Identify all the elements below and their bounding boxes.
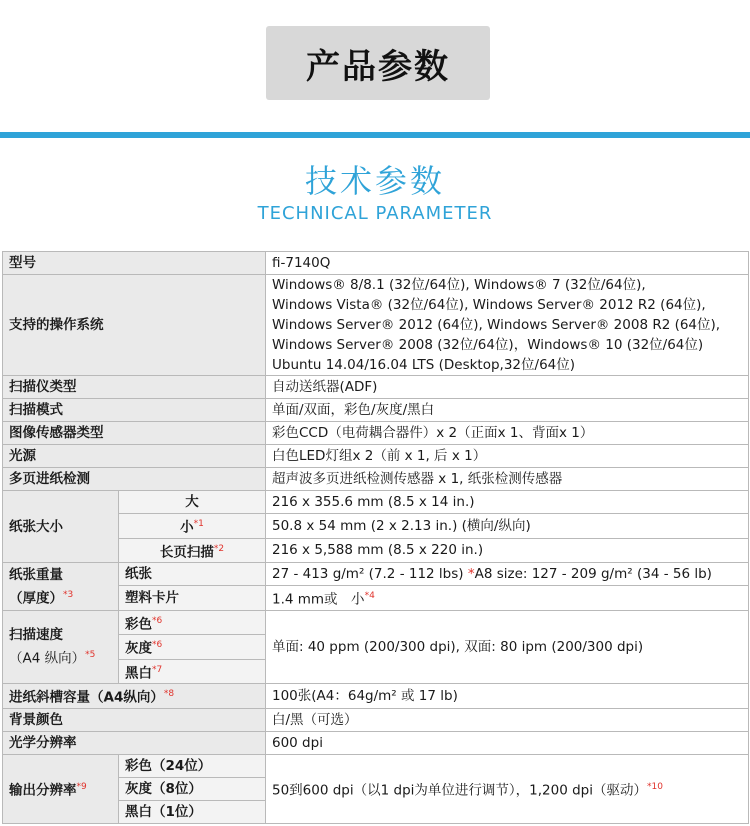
row-label-background: 背景颜色 <box>3 708 266 731</box>
table-row <box>3 445 749 468</box>
os-line: Windows® 8/8.1 (32位/64位), Windows® 7 (32位/64位), <box>272 277 646 293</box>
footnote-mark: *2 <box>213 543 225 554</box>
row-label-light: 光源 <box>3 445 266 468</box>
sub-label: 黑白（1位） <box>119 800 266 823</box>
table-row <box>3 708 749 731</box>
footnote-mark: *4 <box>364 591 375 601</box>
sub-label: 大 <box>119 491 266 514</box>
title-chinese: 技术参数 <box>304 162 445 200</box>
footnote-mark: *3 <box>63 589 74 600</box>
os-line: Windows Vista® (32位/64位), Windows Server® 2012 R2 (64位), <box>272 297 706 313</box>
sub-label: 纸张 <box>119 563 266 586</box>
table-row <box>3 731 749 754</box>
row-label-scanner-type: 扫描仪类型 <box>3 376 266 399</box>
title-english: TECHNICAL PARAMETER <box>257 203 493 224</box>
os-line: Windows Server® 2008 (32位/64位)，Windows® 10 (32位/64位) <box>272 337 704 353</box>
table-row <box>3 252 749 275</box>
row-value-light: 白色LED灯组x 2（前 x 1, 后 x 1） <box>266 445 749 468</box>
row-label-output-res: 输出分辨率$^{*9}$ <box>3 754 119 823</box>
row-value-sensor: 彩色CCD（电荷耦合器件）x 2（正面x 1、背面x 1） <box>266 422 749 445</box>
table-row <box>3 376 749 399</box>
row-label-paper-weight: 纸张重量 （厚度）$^{*3}$ <box>3 563 119 611</box>
table-row <box>3 399 749 422</box>
row-value-multifeed: 超声波多页进纸检测传感器 x 1, 纸张检测传感器 <box>266 468 749 491</box>
row-value: 216 x 5,588 mm (8.5 x 220 in.) <box>266 538 749 563</box>
row-value-capacity: 100张(A4：64g/m² 或 17 lb) <box>266 684 749 709</box>
spec-table <box>2 251 749 824</box>
table-row <box>3 563 749 586</box>
row-value: 216 x 355.6 mm (8.5 x 14 in.) <box>266 491 749 514</box>
table-row <box>3 422 749 445</box>
sub-label: 长页扫描$^{*2}$ <box>119 538 266 563</box>
os-line: Ubuntu 14.04/16.04 LTS (Desktop,32位/64位) <box>272 357 576 373</box>
footnote-mark: *6 <box>152 640 163 650</box>
table-row <box>3 468 749 491</box>
table-row <box>3 754 749 777</box>
footnote-mark: *10 <box>646 781 663 792</box>
sub-label: 小$^{*1}$ <box>119 514 266 539</box>
row-value: 27 - 413 g/m² (7.2 - 112 lbs) *A8 size: 127 - 209 g/m² (34 - 56 lb) <box>266 563 749 586</box>
footnote-mark: *5 <box>85 650 96 660</box>
footnote-mark: *6 <box>152 615 163 626</box>
row-value-scan-speed: 单面: 40 ppm (200/300 dpi), 双面: 80 ipm (200/300 dpi) <box>266 610 749 684</box>
table-row <box>3 491 749 514</box>
row-value-background: 白/黑（可选） <box>266 708 749 731</box>
row-label-model: 型号 <box>3 252 266 275</box>
row-label-sensor: 图像传感器类型 <box>3 422 266 445</box>
table-row <box>3 610 749 635</box>
row-value-output-res: 50到600 dpi（以1 dpi为单位进行调节），1,200 dpi（驱动）$^{*10}$ <box>266 754 749 823</box>
sub-label: 黑白$^{*7}$ <box>119 659 266 684</box>
row-value-scan-mode: 单面/双面，彩色/灰度/黑白 <box>266 399 749 422</box>
row-value-os <box>266 275 749 376</box>
row-value: 1.4 mm或 小$^{*4}$ <box>266 586 749 611</box>
row-value-optical: 600 dpi <box>266 731 749 754</box>
row-label-os: 支持的操作系统 <box>3 275 266 376</box>
table-row <box>3 275 749 376</box>
sub-label: 灰度$^{*6}$ <box>119 635 266 660</box>
sub-label: 彩色$^{*6}$ <box>119 610 266 635</box>
section-banner: 产品参数 <box>266 26 490 100</box>
row-label-paper-size: 纸张大小 <box>3 491 119 563</box>
row-label-multifeed: 多页进纸检测 <box>3 468 266 491</box>
footnote-mark: *9 <box>76 781 87 792</box>
row-label-capacity: 进纸斜槽容量（A4纵向）$^{*8}$ <box>3 684 266 709</box>
footnote-mark: *1 <box>193 519 204 529</box>
row-label-scan-mode: 扫描模式 <box>3 399 266 422</box>
footnote-mark: *7 <box>152 664 163 675</box>
row-label-optical: 光学分辨率 <box>3 731 266 754</box>
row-value-scanner-type: 自动送纸器(ADF) <box>266 376 749 399</box>
sub-label: 塑料卡片 <box>119 586 266 611</box>
row-value: 50.8 x 54 mm (2 x 2.13 in.) (横向/纵向) <box>266 514 749 539</box>
sub-label: 灰度（8位） <box>119 777 266 800</box>
divider-line <box>0 132 750 138</box>
row-label-scan-speed: 扫描速度 （A4 纵向）$^{*5}$ <box>3 610 119 684</box>
table-row <box>3 684 749 709</box>
os-line: Windows Server® 2012 (64位), Windows Server® 2008 R2 (64位), <box>272 317 721 333</box>
row-value-model: fi-7140Q <box>266 252 749 275</box>
sub-label: 彩色（24位） <box>119 754 266 777</box>
footnote-mark: *8 <box>163 689 175 699</box>
